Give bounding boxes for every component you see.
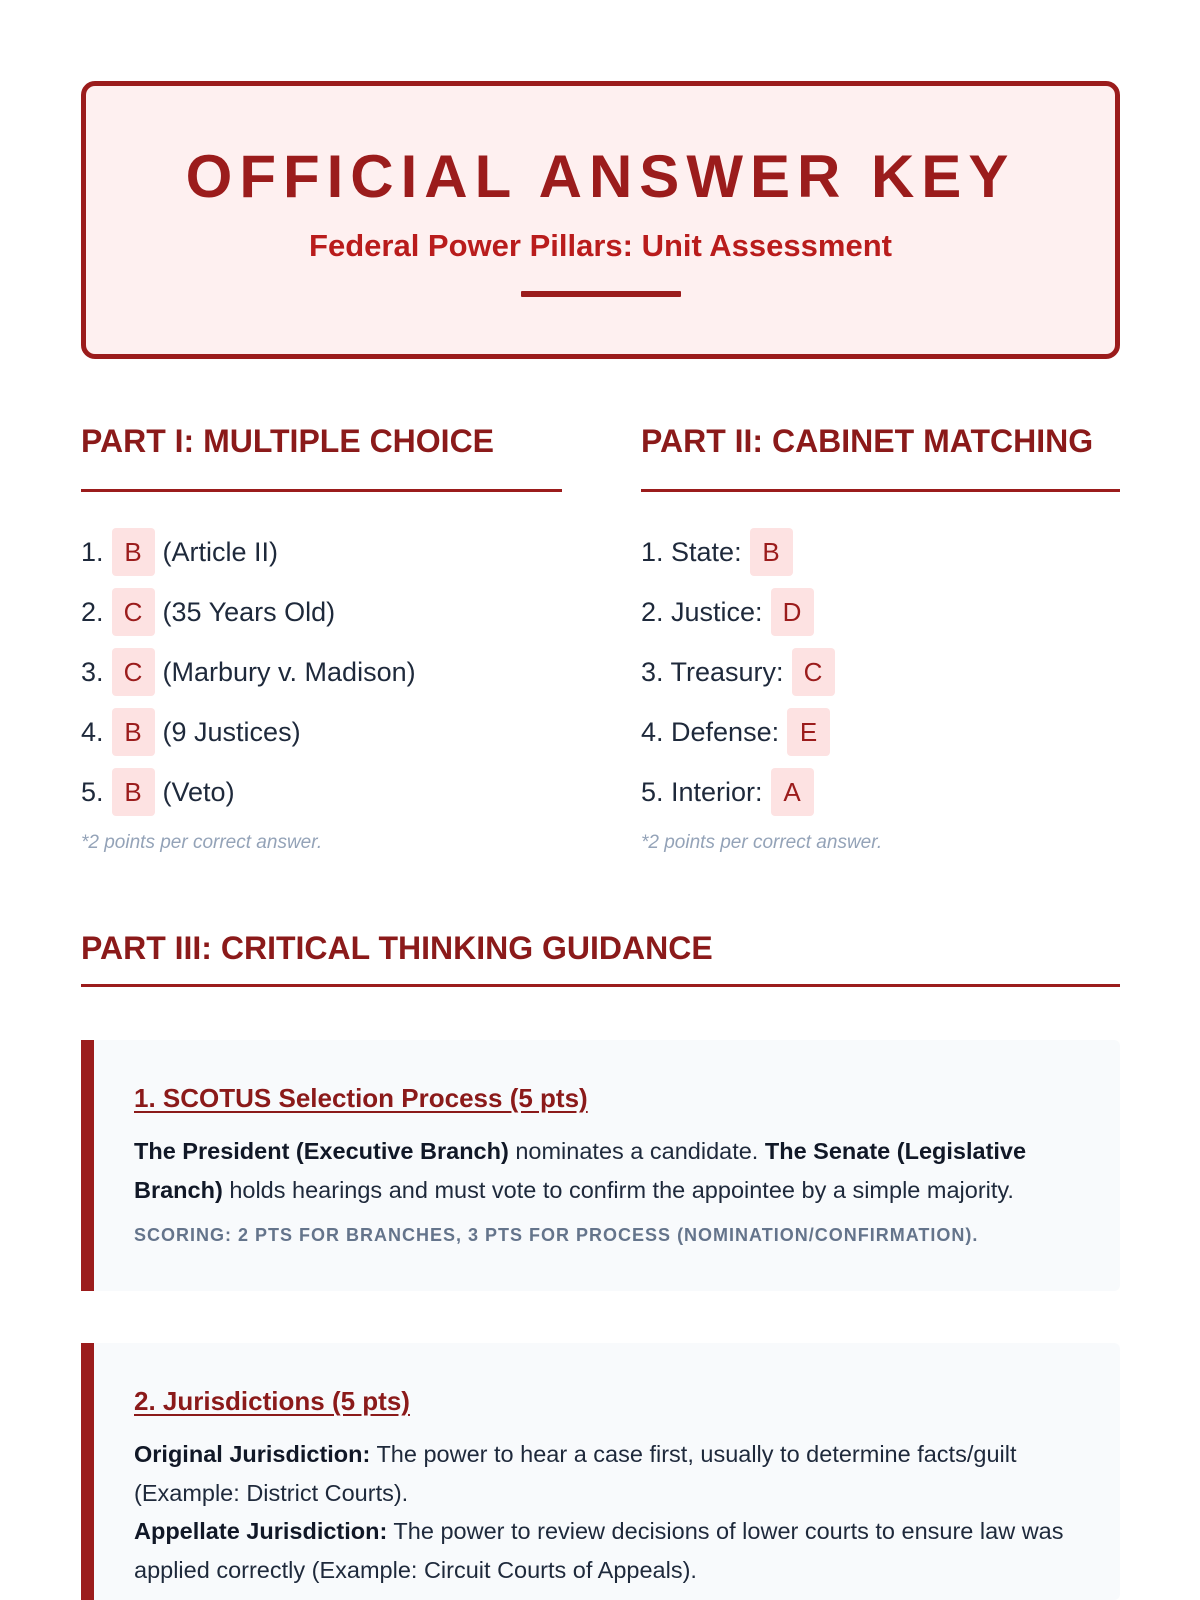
question-number: 4. xyxy=(81,716,104,747)
card-answer-text xyxy=(134,1435,1080,1512)
answer-detail: (35 Years Old) xyxy=(162,596,336,627)
list-item xyxy=(641,708,843,756)
answer-badge: E xyxy=(787,708,830,756)
answer-badge: A xyxy=(771,768,814,816)
part2-answer-list xyxy=(641,528,843,828)
page-subtitle: Federal Power Pillars: Unit Assessment xyxy=(309,228,892,263)
guidance-card-scotus xyxy=(81,1040,1120,1291)
scoring-note: SCORING: 2 PTS FOR BRANCHES, 3 PTS FOR PROCESS (NOMINATION/CONFIRMATION). xyxy=(134,1225,979,1245)
text-run: holds hearings and must vote to confirm the appointee by a simple majority. xyxy=(222,1176,1014,1203)
list-item xyxy=(81,708,416,756)
part2-note: *2 points per correct answer. xyxy=(641,832,883,853)
text-run: The power to hear a case first, usually to determine facts/guilt (Example: District Courts). xyxy=(134,1441,1017,1506)
emphasis: Appellate Jurisdiction: xyxy=(134,1518,388,1544)
part2-divider xyxy=(641,489,1120,492)
emphasis: Original Jurisdiction: xyxy=(134,1441,371,1467)
answer-detail: (Marbury v. Madison) xyxy=(162,656,416,687)
answer-badge: B xyxy=(112,708,155,756)
department-label: 4. Defense: xyxy=(641,716,780,747)
answer-badge: C xyxy=(112,588,155,636)
part2-title: PART II: CABINET MATCHING xyxy=(641,423,1094,459)
emphasis: The Senate (Legislative Branch) xyxy=(134,1138,1027,1203)
answer-badge: D xyxy=(771,588,814,636)
header-box xyxy=(81,81,1120,359)
answer-detail: (Article II) xyxy=(162,536,279,567)
question-number: 2. xyxy=(81,596,104,627)
text-run: The power to review decisions of lower courts to ensure law was applied correctly (Example: Circuit Courts of Appeals). xyxy=(134,1518,1064,1583)
list-item xyxy=(81,768,416,816)
answer-badge: B xyxy=(112,768,155,816)
guidance-card-jurisdictions xyxy=(81,1343,1120,1600)
part3-title: PART III: CRITICAL THINKING GUIDANCE xyxy=(81,930,713,966)
card-answer-text xyxy=(134,1512,1080,1589)
part3-divider xyxy=(81,984,1120,987)
part1-answer-list xyxy=(81,528,416,828)
answer-badge: B xyxy=(112,528,155,576)
card-title: 1. SCOTUS Selection Process (5 pts) xyxy=(134,1083,588,1113)
question-number: 3. xyxy=(81,656,104,687)
answer-badge: B xyxy=(750,528,793,576)
department-label: 1. State: xyxy=(641,536,742,567)
answer-badge: C xyxy=(792,648,835,696)
card-title: 2. Jurisdictions (5 pts) xyxy=(134,1386,410,1416)
department-label: 3. Treasury: xyxy=(641,656,784,687)
question-number: 1. xyxy=(81,536,104,567)
answer-detail: (9 Justices) xyxy=(162,716,301,747)
list-item xyxy=(641,588,843,636)
list-item xyxy=(641,648,843,696)
part1-title: PART I: MULTIPLE CHOICE xyxy=(81,423,495,459)
part1-divider xyxy=(81,489,562,492)
answer-badge: C xyxy=(112,648,155,696)
list-item xyxy=(641,528,843,576)
list-item xyxy=(81,528,416,576)
page-title: OFFICIAL ANSWER KEY xyxy=(185,143,1016,210)
list-item xyxy=(641,768,843,816)
card-answer-text xyxy=(134,1132,1080,1209)
list-item xyxy=(81,588,416,636)
part1-note: *2 points per correct answer. xyxy=(81,832,323,853)
list-item xyxy=(81,648,416,696)
header-divider xyxy=(521,291,681,297)
department-label: 5. Interior: xyxy=(641,776,763,807)
answer-detail: (Veto) xyxy=(162,776,235,807)
department-label: 2. Justice: xyxy=(641,596,763,627)
text-run: nominates a candidate. xyxy=(508,1138,765,1164)
emphasis: The President (Executive Branch) xyxy=(134,1138,509,1164)
question-number: 5. xyxy=(81,776,104,807)
